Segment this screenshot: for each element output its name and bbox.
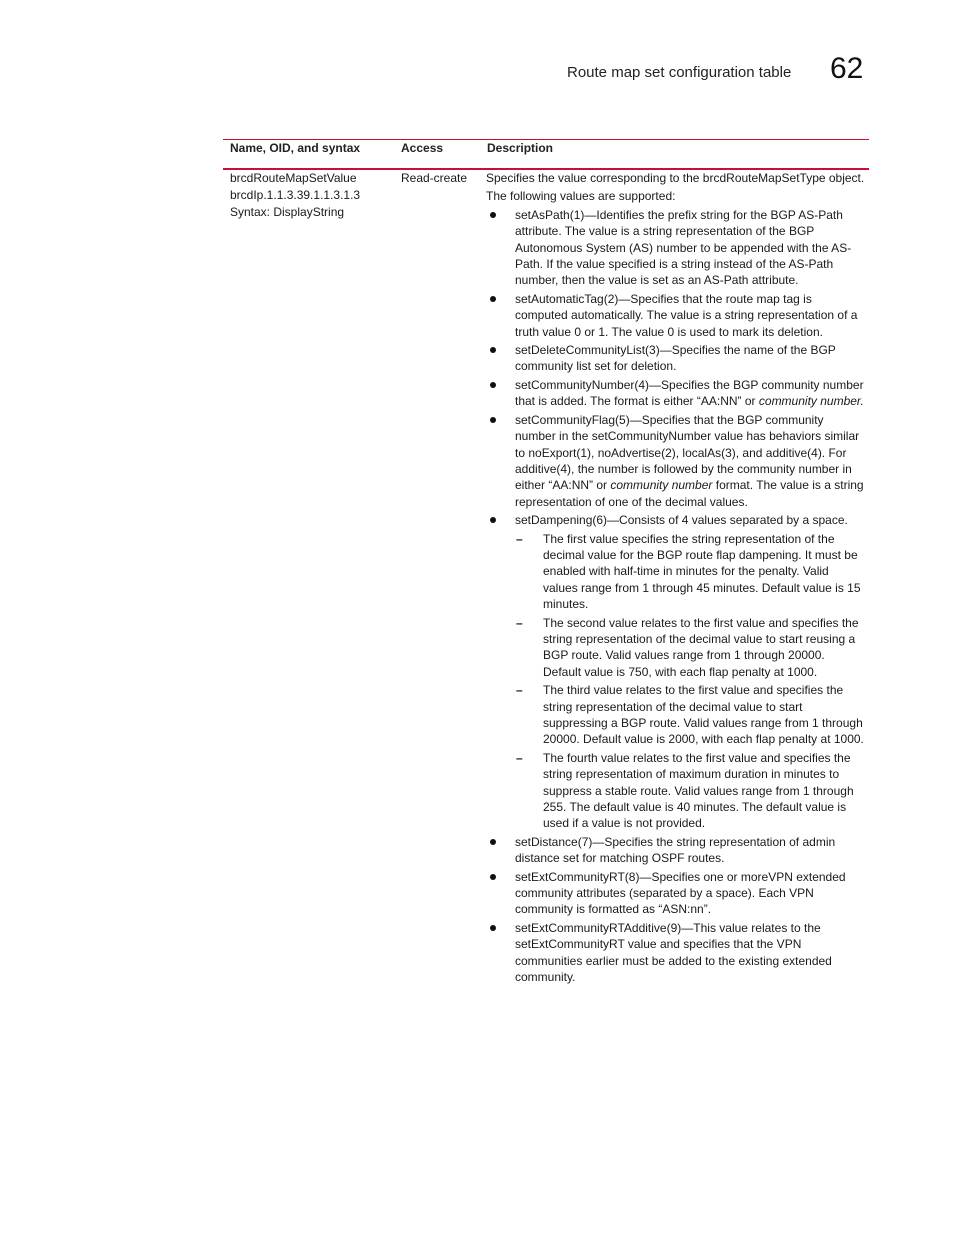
chapter-number: 62	[830, 52, 864, 85]
sublist-item-text: The first value specifies the string representation of the decimal value for the BGP route flap dampening. It must be enabled with half-time in minutes for the penalty. Valid values range from 1 through 45 minutes. Default value is 15 minutes.	[543, 531, 861, 612]
list-item	[486, 512, 866, 832]
sublist-item-text: The third value relates to the first value and specifies the string representation of the decimal value to start suppressing a BGP route. Valid values range from 1 through 20000. Default value is 2000, with each flap penalty at 1000.	[543, 683, 864, 747]
column-header-access: Access	[401, 141, 444, 155]
list-item-text: setCommunityFlag(5)—Specifies that the BGP community number in the setCommunityNumber value has behaviors similar to noExport(1), noAdvertise(2), localAs(3), and additive(4). For additive(4), the number is followed by the community number in either “AA:NN” or	[515, 412, 860, 493]
list-item-text: setAutomaticTag(2)—Specifies that the route map tag is computed automatically. The value is a string representation of a truth value 0 or 1. The value 0 is used to mark its deletion.	[515, 291, 858, 339]
dash-icon: –	[516, 615, 523, 630]
name-cell	[230, 170, 360, 221]
list-item	[486, 920, 866, 986]
bullet-icon	[490, 212, 496, 218]
sublist-item-text: The fourth value relates to the first value and specifies the string representation of maximum duration in minutes to suppress a stable route. Valid values range from 1 through 255. The default value is 40 minutes. The default value is used if a value is not provided.	[543, 750, 854, 831]
list-item-text: setDeleteCommunityList(3)—Specifies the name of the BGP community list set for deletion.	[515, 343, 836, 374]
list-item-emphasis: community number.	[758, 394, 864, 409]
bullet-icon	[490, 382, 496, 388]
list-item-text: setAsPath(1)—Identifies the prefix string for the BGP AS-Path attribute. The value is a string representation of the BGP Autonomous System (AS) number to be appended with the AS-Path. If the value specified is a string instead of the AS-Path number, then the value is set as an AS-Path attribute.	[515, 207, 852, 288]
dash-icon: –	[516, 750, 523, 765]
column-header-description: Description	[487, 141, 554, 155]
list-item-text: setExtCommunityRTAdditive(9)—This value relates to the setExtCommunityRT value and specifies that the VPN communities earlier must be added to the existing extended community.	[515, 920, 832, 985]
list-item-text: setDistance(7)—Specifies the string representation of admin distance set for matching OSPF routes.	[515, 834, 836, 866]
bullet-icon	[490, 417, 496, 423]
list-item-text: setCommunityNumber(4)—Specifies the BGP community number that is added. The format is either “AA:NN” or	[515, 377, 864, 409]
sublist-item	[515, 750, 866, 832]
description-supported: The following values are supported:	[486, 189, 676, 204]
sublist-item	[515, 531, 866, 613]
object-oid: brcdIp.1.1.3.39.1.1.3.1.3	[230, 188, 361, 202]
list-item	[486, 291, 866, 340]
sublist-item-text: The second value relates to the first value and specifies the string representation of the decimal value to start reusing a BGP route. Valid values range from 1 through 20000. Default value is 750, with each flap penalty at 1000.	[543, 615, 859, 679]
sublist-item	[515, 615, 866, 681]
section-title: Route map set configuration table	[567, 64, 792, 81]
bullet-icon	[490, 874, 496, 880]
bullet-icon	[490, 925, 496, 931]
column-header-name: Name, OID, and syntax	[230, 141, 361, 155]
description-intro: Specifies the value corresponding to the brcdRouteMapSetType object.	[486, 171, 865, 185]
list-item	[486, 412, 866, 510]
list-item-text: setExtCommunityRT(8)—Specifies one or moreVPN extended community attributes (separated by a space). Each VPN community is formatted as “ASN:nn”.	[515, 869, 846, 917]
description-cell	[486, 170, 866, 988]
list-item	[486, 869, 866, 918]
list-item-text: format. The value is a string representation of one of the decimal values.	[515, 478, 864, 509]
list-item	[486, 207, 866, 289]
list-item	[486, 834, 866, 867]
object-name: brcdRouteMapSetValue	[230, 171, 357, 185]
table-top-rule	[223, 139, 869, 140]
list-item-emphasis: community number	[610, 478, 713, 493]
list-item	[486, 342, 866, 375]
list-item-text: setDampening(6)—Consists of 4 values separated by a space.	[515, 513, 848, 528]
bullet-icon	[490, 347, 496, 353]
list-item	[486, 377, 866, 410]
access-cell: Read-create	[401, 171, 468, 185]
bullet-icon	[490, 517, 496, 523]
values-list	[486, 207, 866, 986]
bullet-icon	[490, 296, 496, 302]
bullet-icon	[490, 839, 496, 845]
object-syntax: Syntax: DisplayString	[230, 205, 345, 219]
dampening-sublist	[515, 531, 866, 832]
sublist-item	[515, 682, 866, 748]
dash-icon: –	[516, 683, 523, 698]
dash-icon: –	[516, 531, 523, 546]
